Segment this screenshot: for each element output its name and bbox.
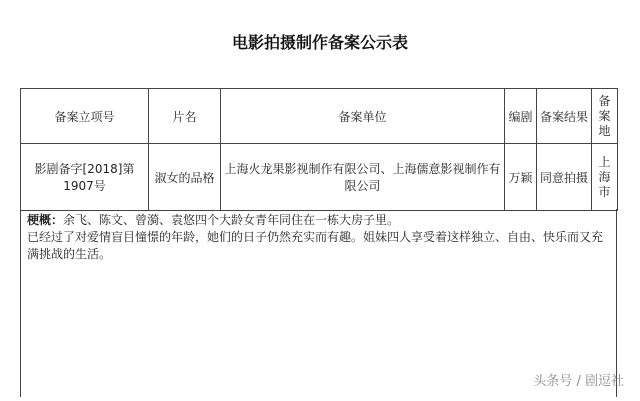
synopsis-text	[27, 212, 611, 263]
cell-location: 上海市	[592, 144, 618, 211]
cell-filing-unit: 上海火龙果影视制作有限公司、上海儒意影视制作有限公司	[221, 144, 505, 211]
header-location: 备案地	[592, 89, 618, 144]
page-title: 电影拍摄制作备案公示表	[231, 33, 408, 52]
header-filing-unit: 备案单位	[221, 89, 505, 144]
filing-table	[20, 88, 618, 211]
header-film-title: 片名	[149, 89, 221, 144]
header-screenwriter: 编剧	[505, 89, 537, 144]
cell-filing-no: 影剧备字[2018]第1907号	[21, 144, 149, 211]
synopsis-line-1: 余飞、陈文、曾漪、袁悠四个大龄女青年同住在一栋大房子里。	[63, 213, 400, 227]
cell-result: 同意拍摄	[537, 144, 592, 211]
cell-screenwriter: 万颖	[505, 144, 537, 211]
table-row	[21, 144, 618, 211]
header-filing-no: 备案立项号	[21, 89, 149, 144]
synopsis-line-2: 已经过了对爱情盲目憧憬的年龄，她们的日子仍然充实而有趣。姐妹四人享受着这样独立、自由、快乐而又充满挑战的生活。	[27, 230, 604, 261]
cell-film-title: 淑女的品格	[149, 144, 221, 211]
synopsis-label: 梗概：	[27, 213, 64, 227]
synopsis-box	[20, 209, 617, 397]
watermark: 头条号 / 剧逗社	[533, 374, 624, 389]
table-header-row	[21, 89, 618, 144]
header-result: 备案结果	[537, 89, 592, 144]
